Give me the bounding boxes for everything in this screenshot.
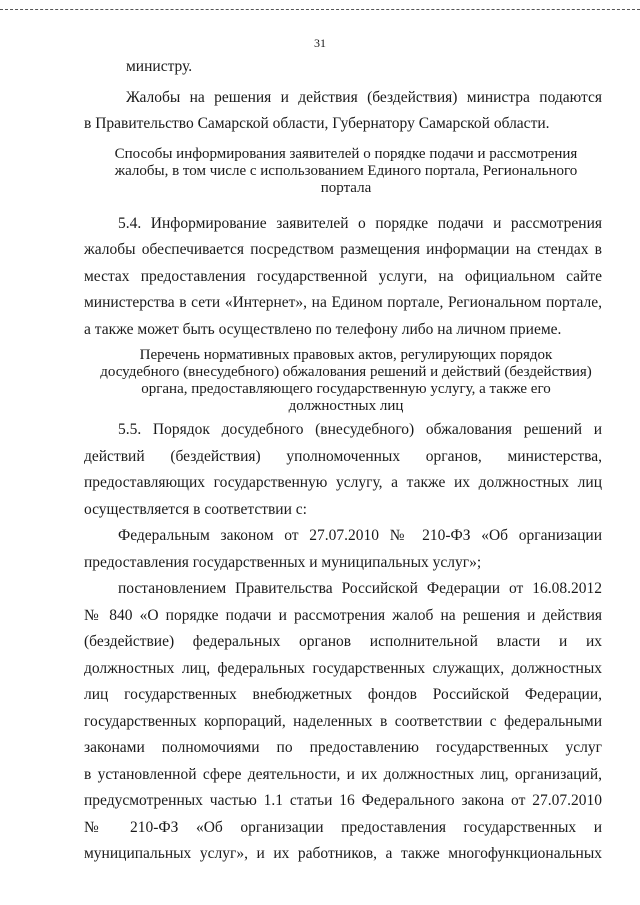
text-line: предоставления государственных и муниципальных услуг»; (84, 553, 482, 571)
paragraph-5-4 (84, 211, 602, 344)
heading-line: должностных лиц (288, 398, 404, 414)
text-line: в Правительство Самарской области, Губернатору Самарской области. (84, 115, 550, 132)
paragraph-decree-840 (84, 576, 602, 868)
text-line: министру. (126, 58, 193, 75)
text-line: законами полномочиями по предоставлению государственных услуг (84, 739, 602, 756)
heading-line: органа, предоставляющего государственную услугу, а также его (141, 381, 551, 397)
text-line: № 840 «О порядке подачи и рассмотрения жалоб на решения и действия (84, 606, 602, 624)
text-line: лиц государственных внебюджетных фондов Российской Федерации, (84, 686, 602, 703)
text-line: № 210-ФЗ «Об организации предоставления государственных и (84, 818, 602, 836)
heading-line: Перечень нормативных правовых актов, регулирующих порядок (139, 347, 553, 363)
paragraph-federal-law-210 (84, 523, 602, 576)
paragraph-complaints-minister (84, 85, 602, 138)
text-line: 5.4. Информирование заявителей о порядке подачи и рассмотрения (118, 214, 602, 232)
section-heading-regulatory-acts (90, 347, 602, 415)
text-line: государственных корпораций, наделенных в соответствии с федеральными (84, 712, 602, 730)
text-line: должностных лиц, федеральных государственных служащих, должностных (84, 659, 602, 677)
text-line: предусмотренных частью 1.1 статьи 16 Федерального закона от 27.07.2010 (84, 792, 602, 809)
heading-line: жалобы, в том числе с использованием Единого портала, Регионального (114, 162, 578, 179)
text-line: в установленной сфере деятельности, и их должностных лиц, организаций, (84, 765, 602, 783)
text-line: действий (бездействия) уполномоченных органов, министерства, (84, 447, 602, 465)
heading-line: портала (320, 179, 372, 196)
paragraph-ministry (90, 54, 602, 81)
text-line: муниципальных услуг», и их работников, а также многофункциональных (84, 845, 602, 862)
heading-line: досудебного (внесудебного) обжалования решений и действий (бездействия) (100, 364, 592, 380)
text-line: жалобы обеспечивается посредством размещения информации на стендах в (84, 241, 602, 258)
scan-edge-dashed-line (0, 9, 640, 10)
page-number: 31 (314, 36, 326, 50)
text-line: а также может быть осуществлено по телефону либо на личном приеме. (84, 320, 562, 338)
heading-line: Способы информирования заявителей о порядке подачи и рассмотрения (114, 145, 578, 162)
text-line: 5.5. Порядок досудебного (внесудебного) обжалования решений и (118, 421, 602, 438)
paragraph-5-5 (84, 417, 602, 523)
text-line: постановлением Правительства Российской Федерации от 16.08.2012 (118, 580, 602, 597)
text-line: министерства в сети «Интернет», на Едином портале, Региональном портале, (84, 294, 602, 311)
text-line: Жалобы на решения и действия (бездействия) министра подаются (126, 88, 602, 106)
text-line: предоставляющих государственную услугу, а также их должностных лиц (84, 474, 602, 491)
text-line: Федеральным законом от 27.07.2010 № 210-ФЗ «Об организации (118, 527, 602, 544)
section-heading-informing-methods (90, 146, 602, 197)
document-body (84, 54, 602, 868)
text-line: осуществляется в соответствии с: (84, 500, 307, 518)
text-line: (бездействие) федеральных органов исполнительной власти и их (84, 633, 602, 650)
text-line: местах предоставления государственной услуги, на официальном сайте (84, 267, 602, 285)
